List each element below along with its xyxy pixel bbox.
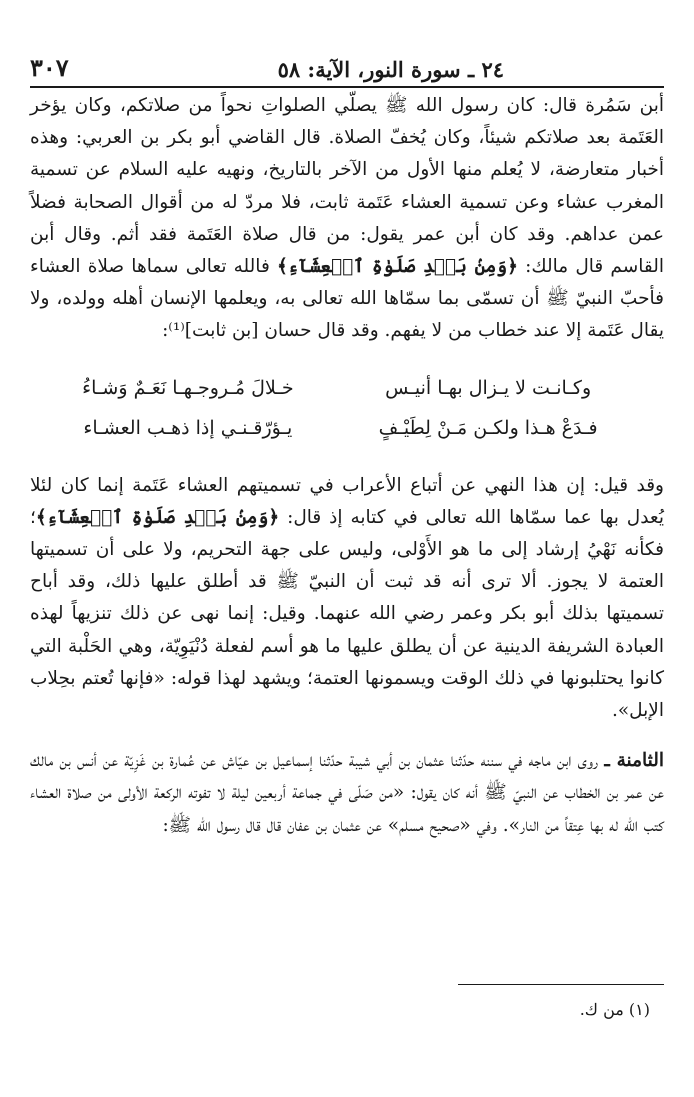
footnote: (١) من ك. bbox=[579, 1000, 650, 1019]
page-header bbox=[30, 44, 664, 88]
poem-second-hemistich: خـلالَ مُـروجـهـا نَعَـمٌ وَشـاءُ bbox=[82, 376, 294, 399]
poem bbox=[60, 368, 616, 448]
poem-verse bbox=[60, 368, 616, 408]
quran-verse: ﴿وَمِنۢ بَعۡدِ صَلَوٰةِ ٱلۡعِشَآءِ﴾ bbox=[276, 256, 518, 278]
main-text bbox=[30, 90, 664, 842]
running-title: ٢٤ ـ سورة النور، الآية: ٥٨ bbox=[277, 57, 504, 82]
section-title: الثامنة ـ bbox=[604, 750, 664, 772]
paragraph-2-continuation: ؛ فكأنه نَهْيُ إرشاد إلى ما هو الأَوْلى، وليس على جهة التحريم، ولا على أن تسميتها العتمة لا يجوز. ألا ترى أنه قد ثبت أن النبيّ ﷺ قد أطلق عليها ذلك، وقد أباح تسميتها بذلك أبو بكر وعمر رضي الله عنهما. وقيل: إنما نهى عن ذلك تنزيهاً لهذه العبادة الشريفة الدينية عن أن يطلق عليها ما هو أسم لفعلة دُنْيَوِيّة، وهي الحَلْبة التي كانوا يحتلبونها في ذلك الوقت ويسمونها العتمة؛ ويشهد لهذا قوله: «فإنها تُعتم بحِلاب الإبل». bbox=[30, 506, 664, 722]
poem-second-hemistich: يـؤرّقـنـي إذا ذهـب العشـاء bbox=[83, 416, 293, 439]
page-number: ٣٠٧ bbox=[30, 53, 69, 82]
paragraph-1-text: أبن سَمُرة قال: كان رسول الله ﷺ يصلّي الصلواتِ نحواً من صلاتكم، وكان يؤخر العَتَمة بعد صلاتكم شيئاً، وكان يُخفّ الصلاة. قال القاضي أبو بكر بن العربي: وهذه أخبار متعارضة، لا يُعلم منها الأول من الآخر بالتاريخ، ونهيه عليه السلام عن تسمية المغرب عشاء وعن تسمية العشاء عَتَمة ثابت، فلا مردّ له من أقوال الصحابة فضلاً عمن عداهم. وقد كان أبن عمر يقول: من قال صلاة العَتَمة فقد أثم. وقال أبن القاسم قال مالك: bbox=[30, 95, 665, 278]
paragraph-1-continuation: فالله تعالى سماها صلاة العشاء فأحبّ النبيّ ﷺ أن تسمّى بما سمّاها الله تعالى به، ويعلمها الإنسان أهله وولده، ولا يقال عَتَمة إلا عند خطاب من لا يفهم. وقد قال حسان [بن ثابت]⁽¹⁾: bbox=[30, 256, 664, 342]
paragraph-2 bbox=[30, 470, 664, 728]
paragraph-1 bbox=[30, 90, 664, 348]
poem-first-hemistich: وكـانـت لا يـزال بهـا أنيـس bbox=[385, 376, 592, 399]
quran-verse: ﴿وَمِنۢ بَعۡدِ صَلَوٰةِ ٱلۡعِشَآءِ﴾ bbox=[35, 506, 280, 528]
poem-verse bbox=[60, 408, 616, 448]
paragraph-2-text: وقد قيل: إن هذا النهي عن أتباع الأعراب في تسميتهم العشاء عَتَمة إنما كان لئلا يُعدل بها عما سمّاها الله تعالى في كتابه إذ قال: bbox=[30, 474, 665, 528]
section-text: روى ابن ماجه في سننه حدّثنا عثمان بن أبي شيبة حدّثنا إسماعيل بن عيّاش عن عُمارة بن غَزِيّة عن أنس بن مالك عن عمر بن الخطاب عن النبيّ ﷺ أنه كان يقول: «من صَلّى في جماعة أربعين ليلة لا تفوته الركعة الأولى من صلاة العشاء كتب الله له بها عِتقاً من النار». وفي «صحيح مسلم» عن عثمان بن عفان قال قال رسول الله ﷺ: bbox=[30, 750, 664, 836]
poem-first-hemistich: فـدَعْ هـذا ولكـن مَـنْ لِطَيْـفٍ bbox=[378, 416, 598, 439]
section-eighth bbox=[30, 745, 664, 842]
footnote-divider bbox=[458, 984, 664, 985]
